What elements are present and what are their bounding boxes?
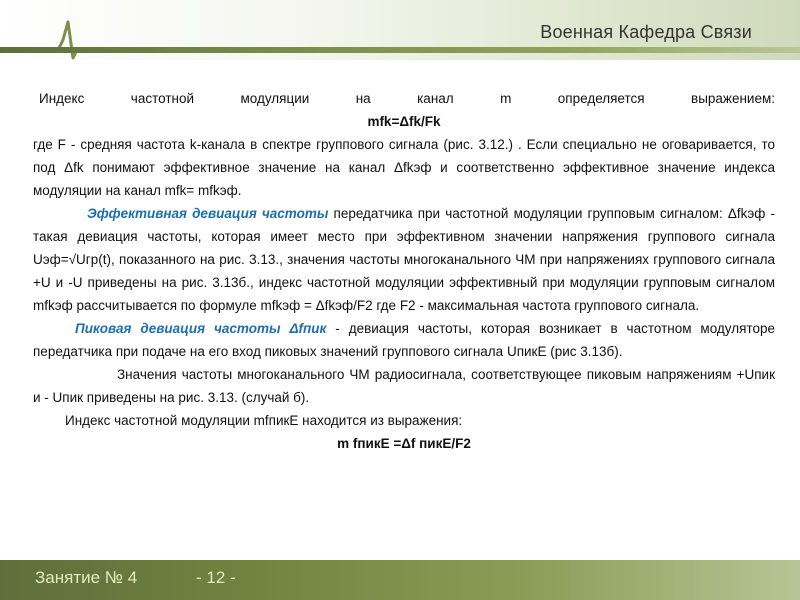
header-divider bbox=[0, 47, 800, 53]
paragraph-index-expression: Индекс частотной модуляции mfпикЕ находится из выражения: bbox=[65, 413, 463, 428]
paragraph-intro: Индекс частотной модуляции на канал m определяется выражением: bbox=[39, 91, 775, 106]
slide-header bbox=[0, 0, 800, 60]
slide-content bbox=[33, 87, 775, 455]
paragraph-peak-deviation bbox=[33, 317, 775, 363]
formula-mfpik: m fпикЕ =Δf пикЕ/F2 bbox=[337, 436, 471, 451]
slide-footer bbox=[0, 560, 800, 600]
paragraph-peak-values: Значения частоты многоканального ЧМ радиосигнала, соответствующее пиковым напряжениям +Uпик и - Uпик приведены на рис. 3.13. (случай б). bbox=[33, 367, 775, 405]
paragraph-effective-deviation bbox=[33, 202, 775, 317]
text-effective-deviation: передатчика при частотной модуляции групповым сигналом: Δfkэф - такая девиация частоты, которая имеет место при эффективном значении напряжения группового сигнала Uэф=√Uгр(t), показанного на рис. 3.13., значения частоты многоканального ЧМ при напряжениях группового сигнала +U и -U приведены на рис. 3.13б., индекс частотной модуляции эффективный при модуляции групповым сигналом mfkэф рассчитывается по формуле mfkэф = Δfkэф/F2 где F2 - максимальная частота группового сигнала. bbox=[33, 206, 775, 313]
text-peak-deviation: - девиация частоты, которая возникает в частотном модуляторе передатчика при подаче на его вход пиковых значений группового сигнала UпикЕ (рис 3.13б). bbox=[33, 321, 776, 359]
paragraph-definition: где F - средняя частота k-канала в спектре группового сигнала (рис. 3.12.) . Если специально не оговаривается, то под Δfk понимают эффективное значение на канал Δfkэф и соответственно эффективное значение индекса модуляции на канал mfk= mfkэф. bbox=[33, 137, 775, 198]
header-title: Военная Кафедра Связи bbox=[540, 22, 752, 42]
lesson-number: Занятие № 4 bbox=[35, 568, 138, 587]
page-number: - 12 - bbox=[196, 568, 236, 587]
term-effective-deviation: Эффективная девиация частоты bbox=[87, 206, 329, 221]
term-peak-deviation: Пиковая девиация частоты Δfпик bbox=[75, 321, 327, 336]
formula-mfk: mfk=Δfk/Fk bbox=[367, 114, 441, 129]
